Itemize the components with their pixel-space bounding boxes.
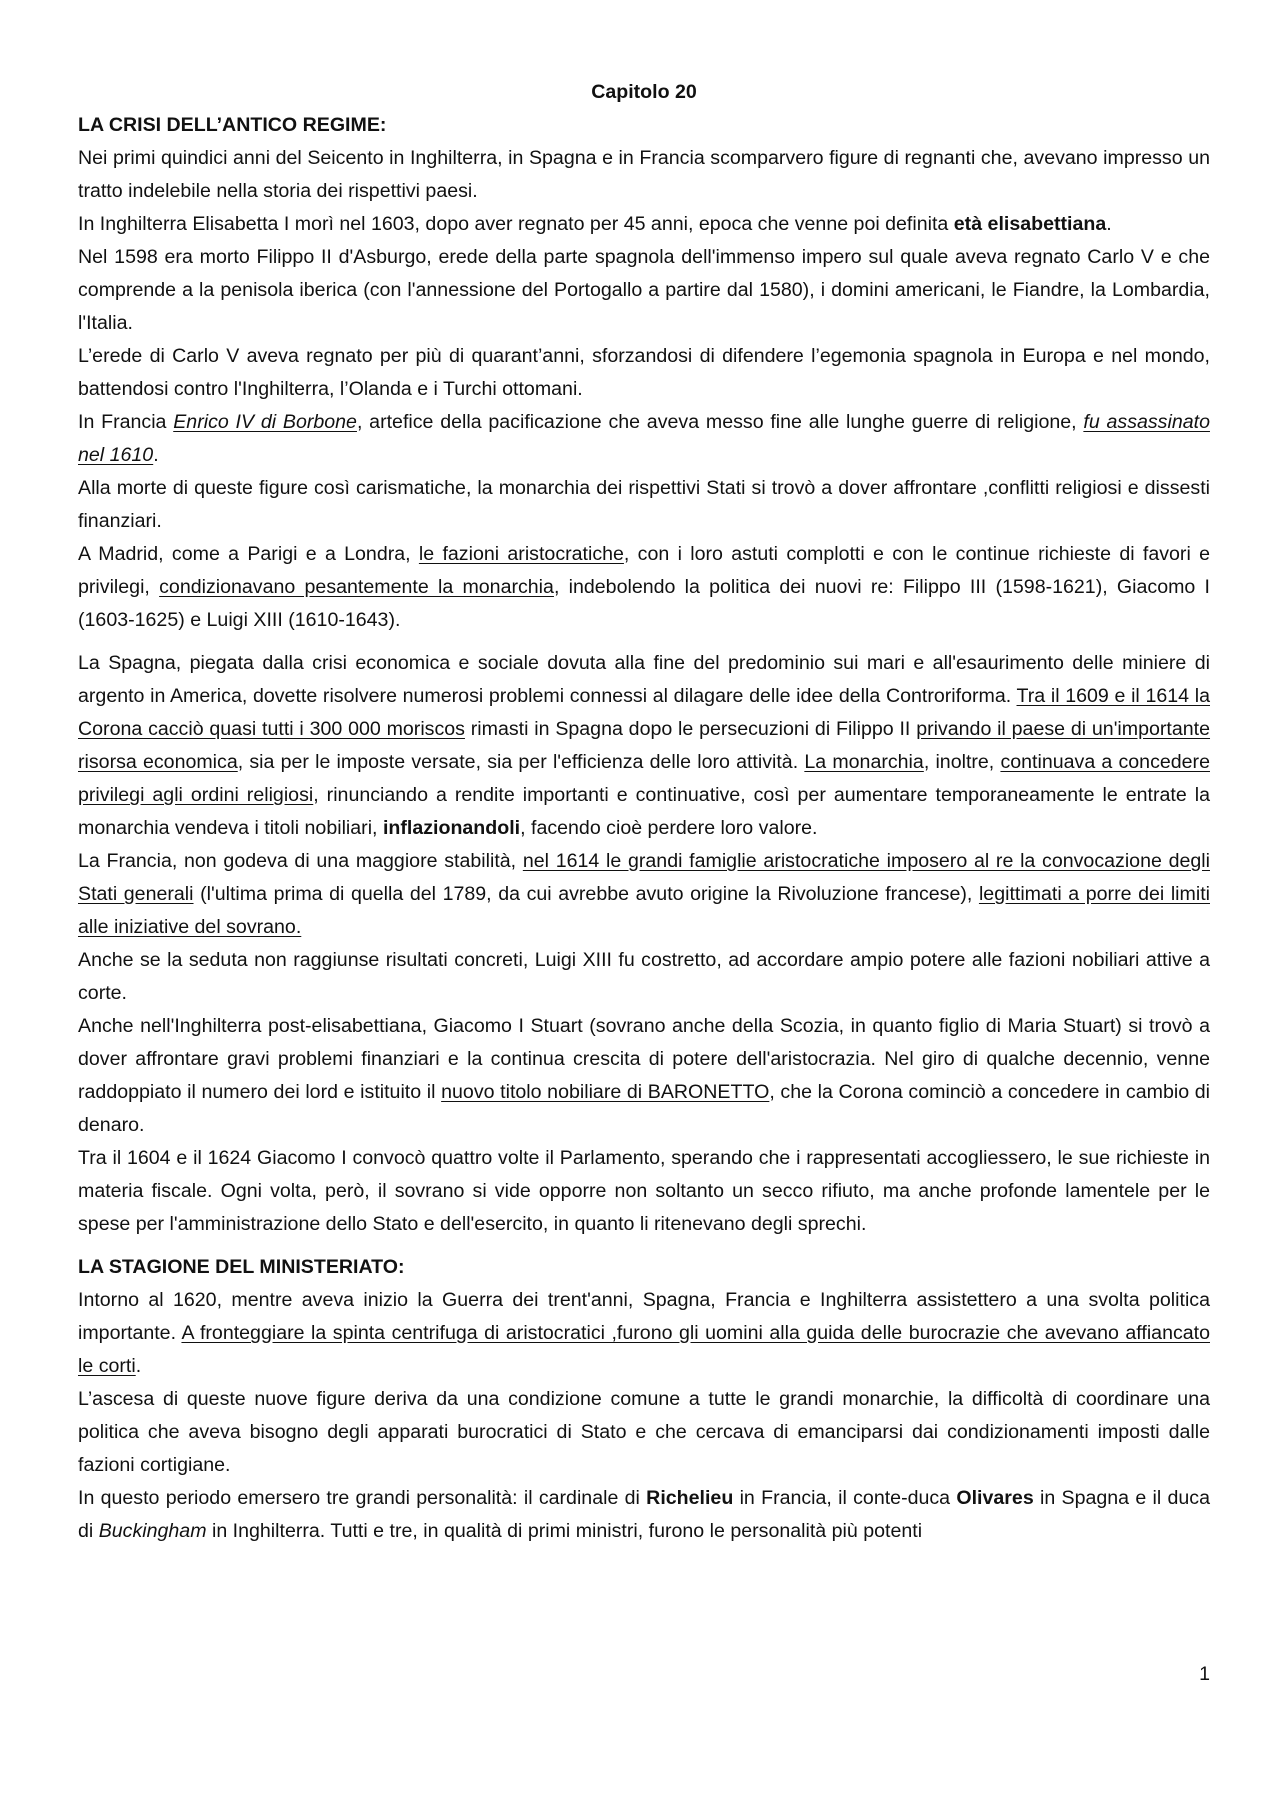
paragraph	[78, 1010, 1210, 1142]
underlined-text: condizionavano pesantemente la monarchia	[159, 576, 554, 598]
paragraph	[78, 647, 1210, 845]
underlined-text: le fazioni aristocratiche	[418, 543, 624, 565]
text-run: , indebolendo la politica dei nuovi re: Filippo III (1598-1621), Giacomo I (1603-1625) e Luigi XIII (1610-1643).	[78, 576, 1210, 631]
text-run: in Inghilterra. Tutti e tre, in qualità di primi ministri, furono le personalità più potenti	[206, 1520, 923, 1542]
underlined-text: A fronteggiare la spinta centrifuga di aristocratici ,furono gli uomini alla guida delle burocrazie che avevano affiancato le corti	[78, 1322, 1210, 1377]
paragraph	[78, 406, 1210, 472]
underlined-text: nel 1614 le grandi famiglie aristocratiche imposero al re la convocazione degli Stati generali	[78, 850, 1210, 905]
paragraph	[78, 208, 1210, 241]
text-run: Intorno al 1620, mentre aveva inizio la Guerra dei trent'anni, Spagna, Francia e Inghilterra assistettero a una svolta politica importante.	[78, 1289, 1210, 1344]
text-run: , sia per le imposte versate, sia per l'efficienza delle loro attività.	[237, 751, 805, 773]
document-body	[78, 76, 1210, 1548]
bold-text: Olivares	[956, 1487, 1034, 1509]
text-run: .	[135, 1355, 142, 1377]
paragraph	[78, 1284, 1210, 1383]
paragraph: Nel 1598 era morto Filippo II d'Asburgo, erede della parte spagnola dell'immenso impero sul quale aveva regnato Carlo V e che comprende a la penisola iberica (con l'annessione del Portogallo a partire dal 1580), i domini americani, le Fiandre, la Lombardia, l'Italia.	[78, 246, 1210, 334]
underlined-italic-text: Enrico IV di Borbone	[173, 411, 357, 433]
underlined-text: nuovo titolo nobiliare di BARONETTO	[441, 1081, 770, 1103]
text-run: La Francia, non godeva di una maggiore stabilità,	[78, 850, 523, 872]
underlined-italic-text: fu assassinato nel 1610	[78, 411, 1210, 466]
text-run: .	[1106, 213, 1112, 235]
text-run: rimasti in Spagna dopo le persecuzioni di Filippo II	[464, 718, 917, 740]
underlined-text: La monarchia	[804, 751, 924, 773]
paragraph: Nei primi quindici anni del Seicento in Inghilterra, in Spagna e in Francia scomparvero figure di regnanti che, avevano impresso un tratto indelebile nella storia dei rispettivi paesi.	[78, 147, 1210, 202]
italic-text: Buckingham	[98, 1520, 207, 1542]
paragraph: Tra il 1604 e il 1624 Giacomo I convocò quattro volte il Parlamento, sperando che i rappresentati accogliessero, le sue richieste in materia fiscale. Ogni volta, però, il sovrano si vide opporre non soltanto un secco rifiuto, ma anche profonde lamentele per le spese per l'amministrazione dello Stato e dell'esercito, in quanto li ritenevano degli sprechi.	[78, 1147, 1210, 1235]
paragraph	[78, 1482, 1210, 1548]
paragraph: Alla morte di queste figure così carismatiche, la monarchia dei rispettivi Stati si trovò a dover affrontare ,conflitti religiosi e dissesti finanziari.	[78, 477, 1210, 532]
section-heading: LA STAGIONE DEL MINISTERIATO:	[78, 1256, 405, 1278]
text-run: , artefice della pacificazione che aveva messo fine alle lunghe guerre di religione,	[356, 411, 1084, 433]
underlined-text: legittimati a porre dei limiti alle iniziative del sovrano.	[78, 883, 1210, 938]
text-run: In Inghilterra Elisabetta I morì nel 1603, dopo aver regnato per 45 anni, epoca che venne poi definita	[78, 213, 954, 235]
text-run: La Spagna, piegata dalla crisi economica e sociale dovuta alla fine del predominio sui mari e all'esaurimento delle miniere di argento in America, dovette risolvere numerosi problemi connessi al dilagare delle idee della Controriforma.	[78, 652, 1210, 707]
text-run: In questo periodo emersero tre grandi personalità: il cardinale di	[78, 1487, 647, 1509]
underlined-text: Tra il 1609 e il 1614 la Corona cacciò quasi tutti i 300 000 moriscos	[78, 685, 1210, 740]
text-run: , facendo cioè perdere loro valore.	[520, 817, 818, 839]
text-run: .	[153, 444, 159, 466]
underlined-text: continuava a concedere privilegi agli ordini religiosi	[78, 751, 1210, 806]
paragraph: L’erede di Carlo V aveva regnato per più di quarant’anni, sforzandosi di difendere l’egemonia spagnola in Europa e nel mondo, battendosi contro l'Inghilterra, l’Olanda e i Turchi ottomani.	[78, 345, 1210, 400]
text-run: in Francia, il conte-duca	[733, 1487, 957, 1509]
section-heading: LA CRISI DELL’ANTICO REGIME:	[78, 114, 387, 136]
paragraph	[78, 538, 1210, 637]
text-run: In Francia	[78, 411, 174, 433]
text-run: , che la Corona cominciò a concedere in cambio di denaro.	[78, 1081, 1210, 1136]
chapter-title: Capitolo 20	[591, 81, 697, 103]
bold-text: inflazionandoli	[382, 817, 521, 839]
paragraph	[78, 845, 1210, 944]
text-run: , con i loro astuti complotti e con le continue richieste di favori e privilegi,	[78, 543, 1210, 598]
bold-text: età elisabettiana	[953, 213, 1107, 235]
text-run: Anche nell'Inghilterra post-elisabettiana, Giacomo I Stuart (sovrano anche della Scozia, in quanto figlio di Maria Stuart) si trovò a dover affrontare gravi problemi finanziari e la continua crescita di potere dell'aristocrazia. Nel giro di qualche decennio, venne raddoppiato il numero dei lord e istituito il	[78, 1015, 1210, 1103]
page-number: 1	[1199, 1663, 1210, 1685]
paragraph: L’ascesa di queste nuove figure deriva da una condizione comune a tutte le grandi monarchie, la difficoltà di coordinare una politica che aveva bisogno degli apparati burocratici di Stato e che cercava di emanciparsi dai condizionamenti imposti dalle fazioni cortigiane.	[78, 1388, 1210, 1476]
underlined-text: privando il paese di un'importante risorsa economica	[78, 718, 1211, 773]
paragraph: Anche se la seduta non raggiunse risultati concreti, Luigi XIII fu costretto, ad accordare ampio potere alle fazioni nobiliari attive a corte.	[78, 949, 1210, 1004]
text-run: , rinunciando a rendite importanti e continuative, così per aumentare temporaneamente le entrate la monarchia vendeva i titoli nobiliari,	[78, 784, 1210, 839]
bold-text: Richelieu	[646, 1487, 734, 1509]
text-run: in Spagna e il duca di	[78, 1487, 1210, 1542]
text-run: A Madrid, come a Parigi e a Londra,	[78, 543, 419, 565]
text-run: , inoltre,	[923, 751, 1001, 773]
text-run: (l'ultima prima di quella del 1789, da cui avrebbe avuto origine la Rivoluzione francese),	[193, 883, 979, 905]
